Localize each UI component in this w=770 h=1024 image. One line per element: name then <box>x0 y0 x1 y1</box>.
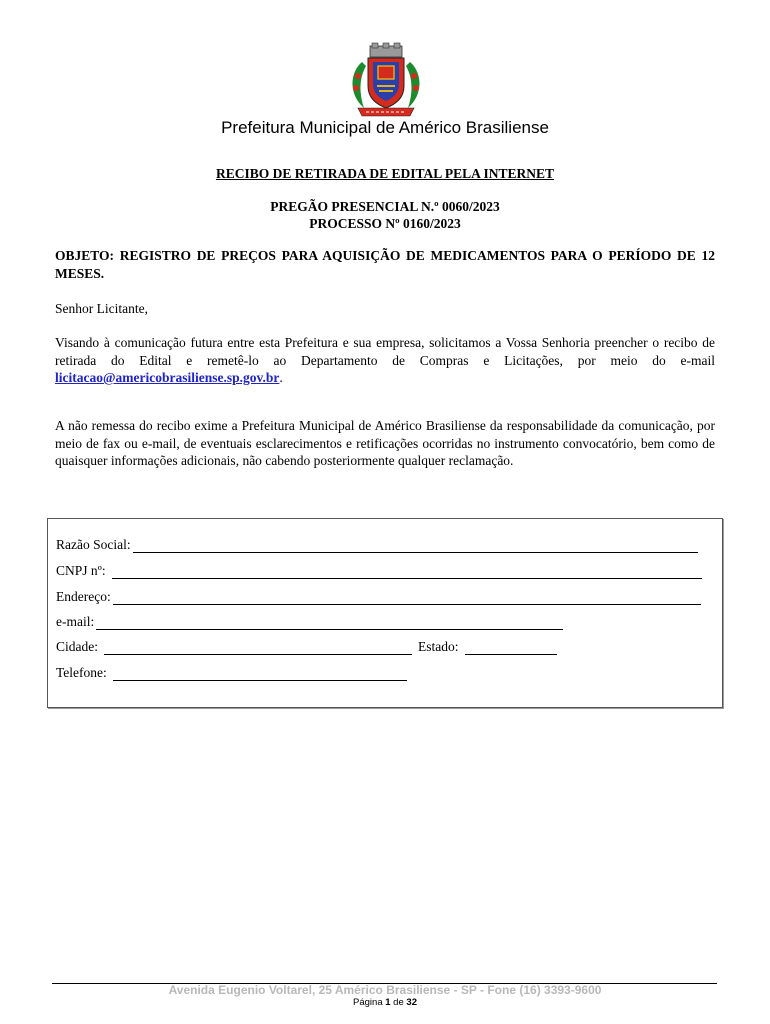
instruction-end: . <box>279 370 283 385</box>
document-title: RECIBO DE RETIRADA DE EDITAL PELA INTERNET <box>215 166 555 181</box>
razao-social-field[interactable] <box>133 539 698 553</box>
telefone-label: Telefone: <box>56 665 107 680</box>
page-total: 32 <box>406 997 417 1008</box>
municipality-name: Prefeitura Municipal de Américo Brasiliense <box>221 118 549 137</box>
page-number <box>0 997 770 1008</box>
telefone-row <box>56 665 407 681</box>
estado-label: Estado: <box>418 639 459 654</box>
disclaimer-paragraph: A não remessa do recibo exime a Prefeitura Municipal de Américo Brasiliense da responsabilidade da comunicação, por meio de fax ou e-mail, de eventuais esclarecimentos e retificações ocorridas no instrumento convocatório, bem como de quaisquer informações adicionais, não cabendo posteriormente qualquer reclamação. <box>55 418 715 468</box>
footer-address: Avenida Eugenio Voltarel, 25 Américo Brasiliense - SP - Fone (16) 3393-9600 <box>168 983 602 997</box>
cidade-row <box>56 639 557 655</box>
processo-number: PROCESSO Nº 0160/2023 <box>309 216 461 231</box>
estado-field[interactable] <box>465 641 557 655</box>
greeting: Senhor Licitante, <box>55 301 148 316</box>
razao-social-row <box>56 537 698 553</box>
endereco-field[interactable] <box>113 591 701 605</box>
endereco-row <box>56 589 701 605</box>
endereco-label: Endereço: <box>56 589 111 604</box>
cidade-field[interactable] <box>104 641 412 655</box>
email-row <box>56 614 563 630</box>
instruction-paragraph <box>55 334 715 387</box>
cidade-label: Cidade: <box>56 639 98 654</box>
cnpj-row <box>56 563 702 579</box>
page-separator: de <box>390 997 407 1008</box>
contact-email-link[interactable]: licitacao@americobrasiliense.sp.gov.br <box>55 370 280 385</box>
company-info-form <box>47 518 723 708</box>
cnpj-field[interactable] <box>112 565 702 579</box>
telefone-field[interactable] <box>113 667 407 681</box>
pregao-number: PREGÃO PRESENCIAL N.º 0060/2023 <box>270 199 500 214</box>
page-prefix: Página <box>353 997 386 1008</box>
objeto-paragraph: OBJETO: REGISTRO DE PREÇOS PARA AQUISIÇÃO DE MEDICAMENTOS PARA O PERÍODO DE 12 MESES. <box>55 248 715 281</box>
email-field[interactable] <box>96 616 563 630</box>
razao-social-label: Razão Social: <box>56 537 131 552</box>
cnpj-label: CNPJ nº: <box>56 563 106 578</box>
instruction-text: Visando à comunicação futura entre esta Prefeitura e sua empresa, solicitamos a Vossa Senhoria preencher o recibo de retirada do Edital e remetê-lo ao Departamento de Compras e Licitações, por meio do e-mail <box>55 335 715 368</box>
email-label: e-mail: <box>56 614 95 629</box>
municipal-crest-logo <box>344 42 428 122</box>
page-current: 1 <box>385 997 391 1008</box>
